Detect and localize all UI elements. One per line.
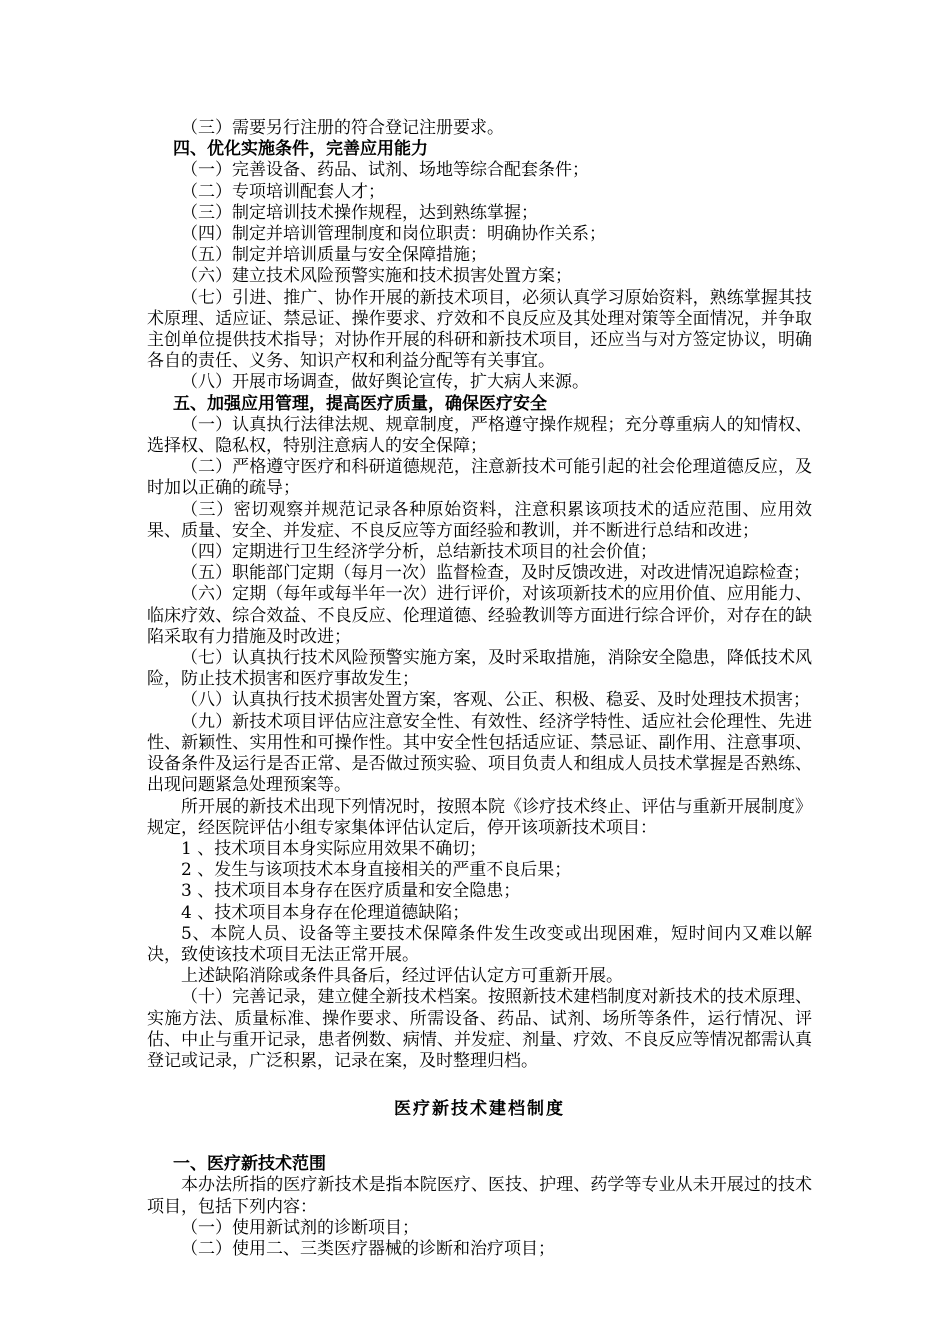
paragraph: 本办法所指的医疗新技术是指本院医疗、医技、护理、药学等专业从未开展过的技术项目，包括下列内容： — [147, 1175, 812, 1217]
paragraph: （六）建立技术风险预警实施和技术损害处置方案； — [181, 266, 572, 287]
paragraph: （七）引进、推广、协作开展的新技术项目，必须认真学习原始资料，熟练掌握其技术原理、适应证、禁忌证、操作要求、疗效和不良反应及其处理对策等全面情况，并争取主创单位提供技术指导；对协作开展的科研和新技术项目，还应当与对方签定协议，明确各自的责任、义务、知识产权和利益分配等有关事宜。 — [147, 287, 812, 372]
paragraph: （六）定期（每年或每半年一次）进行评价，对该项新技术的应用价值、应用能力、临床疗效、综合效益、不良反应、伦理道德、经验教训等方面进行综合评价，对存在的缺陷采取有力措施及时改进； — [147, 584, 812, 647]
paragraph: 5、本院人员、设备等主要技术保障条件发生改变或出现困难，短时间内又难以解决，致使该技术项目无法正常开展。 — [147, 923, 812, 965]
paragraph: 上述缺陷消除或条件具备后，经过评估认定方可重新开展。 — [181, 966, 623, 987]
paragraph: （十）完善记录，建立健全新技术档案。按照新技术建档制度对新技术的技术原理、实施方法、质量标准、操作要求、所需设备、药品、试剂、场所等条件，运行情况、评估、中止与重开记录，患者例数、病情、并发症、剂量、疗效、不良反应等情况都需认真登记或记录，广泛积累，记录在案，及时整理归档。 — [147, 987, 812, 1071]
section-heading: 五、加强应用管理，提高医疗质量，确保医疗安全 — [173, 393, 547, 414]
paragraph: （二）严格遵守医疗和科研道德规范，注意新技术可能引起的社会伦理道德反应，及时加以正确的疏导； — [147, 457, 812, 499]
paragraph: 所开展的新技术出现下列情况时，按照本院《诊疗技术终止、评估与重新开展制度》规定，经医院评估小组专家集体评估认定后，停开该项新技术项目： — [147, 796, 812, 838]
section-heading: 四、优化实施条件，完善应用能力 — [173, 139, 428, 160]
document-title: 医疗新技术建档制度 — [394, 1099, 565, 1120]
paragraph: 4 、技术项目本身存在伦理道德缺陷； — [181, 902, 470, 923]
paragraph: （二）专项培训配套人才； — [181, 181, 385, 202]
paragraph: （五）制定并培训质量与安全保障措施； — [181, 245, 487, 266]
paragraph: （二）使用二、三类医疗器械的诊断和治疗项目； — [181, 1238, 555, 1259]
paragraph: （八）开展市场调查，做好舆论宣传，扩大病人来源。 — [181, 372, 589, 393]
section-new-technology-archive — [147, 1154, 812, 1260]
paragraph: （一）认真执行法律法规、规章制度，严格遵守操作规程；充分尊重病人的知情权、选择权、隐私权，特别注意病人的安全保障； — [147, 414, 812, 457]
document-body — [147, 118, 812, 1260]
paragraph: （三）制定培训技术操作规程，达到熟练掌握； — [181, 202, 538, 223]
paragraph: 3 、技术项目本身存在医疗质量和安全隐患； — [181, 881, 521, 902]
paragraph: （三）需要另行注册的符合登记注册要求。 — [181, 118, 504, 138]
paragraph: （七）认真执行技术风险预警实施方案，及时采取措施，消除安全隐患，降低技术风险，防止技术损害和医疗事故发生； — [147, 648, 812, 690]
paragraph: （九）新技术项目评估应注意安全性、有效性、经济学特性、适应社会伦理性、先进性、新颖性、实用性和可操作性。其中安全性包括适应证、禁忌证、副作用、注意事项、设备条件及运行是否正常、是否做过预实验、项目负责人和组成人员技术掌握是否熟练、出现问题紧急处理预案等。 — [147, 711, 812, 796]
section-regulations-continued — [147, 118, 812, 1072]
paragraph: （五）职能部门定期（每月一次）监督检查，及时反馈改进，对改进情况追踪检查； — [181, 563, 810, 584]
section-heading: 一、医疗新技术范围 — [173, 1154, 326, 1175]
paragraph: 1 、技术项目本身实际应用效果不确切； — [181, 838, 487, 859]
paragraph: 2 、发生与该项技术本身直接相关的严重不良后果； — [181, 860, 572, 881]
paragraph: （一）使用新试剂的诊断项目； — [181, 1217, 419, 1238]
paragraph: （四）制定并培训管理制度和岗位职责：明确协作关系； — [181, 224, 606, 245]
paragraph: （八）认真执行技术损害处置方案，客观、公正、积极、稳妥、及时处理技术损害； — [181, 690, 810, 711]
paragraph: （一）完善设备、药品、试剂、场地等综合配套条件； — [181, 160, 589, 181]
paragraph: （四）定期进行卫生经济学分析，总结新技术项目的社会价值； — [181, 542, 657, 563]
paragraph: （三）密切观察并规范记录各种原始资料，注意积累该项技术的适应范围、应用效果、质量、安全、并发症、不良反应等方面经验和教训，并不断进行总结和改进； — [147, 499, 812, 541]
